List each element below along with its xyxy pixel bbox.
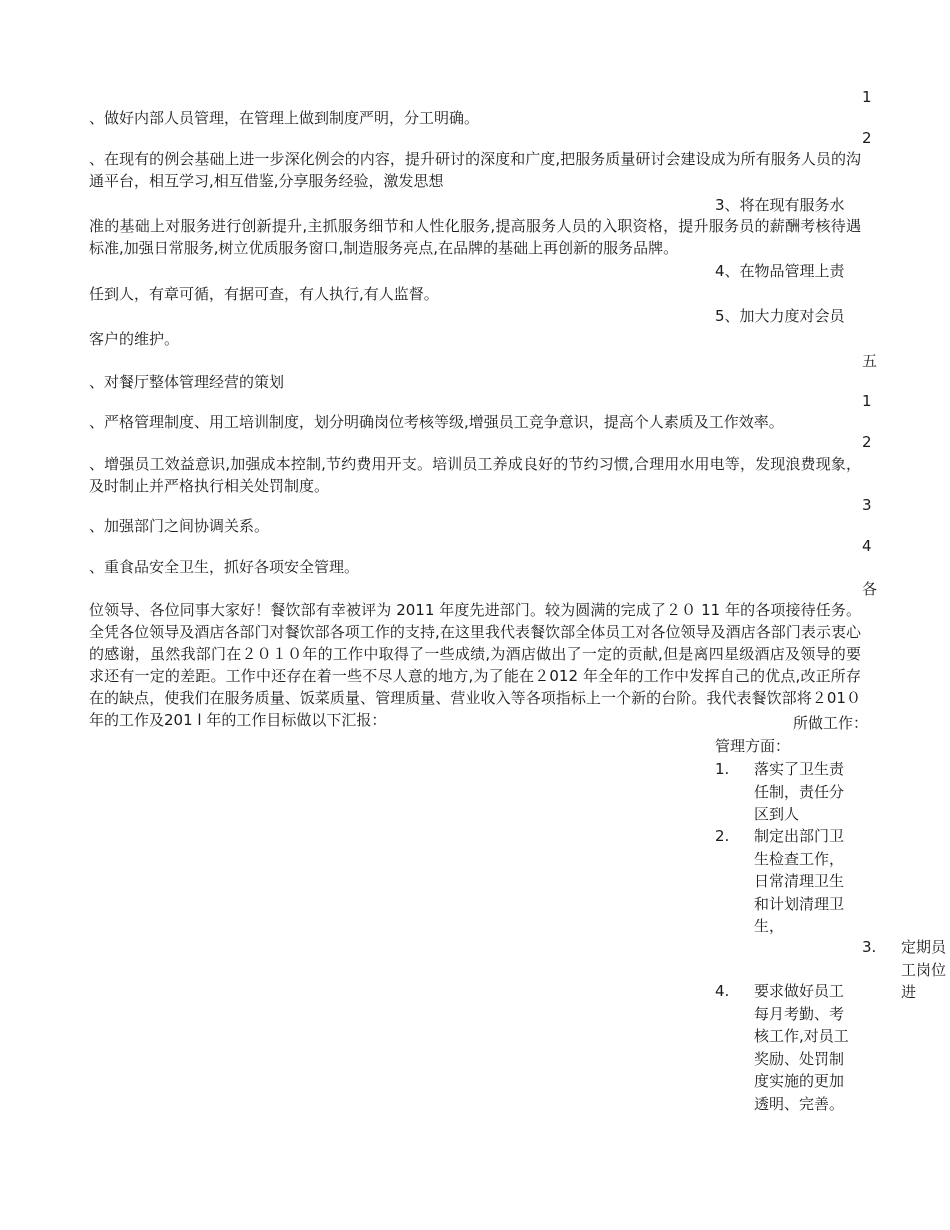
management-heading: 管理方面： xyxy=(715,737,791,755)
section-number: 五 xyxy=(862,352,878,370)
section-title: 、对餐厅整体管理经营的策划 xyxy=(89,373,285,391)
list-item-number: 1. xyxy=(715,760,730,778)
paragraph-lead-char: 各 xyxy=(862,580,878,598)
list-item-text: 定期员工岗位进 xyxy=(901,938,947,1001)
greeting-paragraph: 位领导、各位同事大家好！餐饮部有幸被评为 2011 年度先进部门。较为圆满的完成了２０ 11 年的各项接待任务。全凭各位领导及酒店各部门对餐饮部各项工作的支持,在这里我代表餐饮部全体员工对各位领导及酒店各部门表示衷心的感谢，虽然我部门在２０１０年的工作中取得了一些成绩,为酒店做出了一定的贡献,但是离四星级酒店及领导的要求还有一定的差距。工作中还存在着一些不尽人意的地方,为了能在２012 年全年的工作中发挥自己的优点,改正所存在的缺点，使我们在服务质量、饭菜质量、管理质量、营业收入等各项指标上一个新的台阶。我代表餐饮部将２01０年的工作及201 l 年的工作目标做以下汇报： xyxy=(89,601,861,729)
item-number: 4 xyxy=(862,537,872,555)
list-item-text: 落实了卫生责任制，责任分区到人 xyxy=(754,760,845,823)
list-item-text: 制定出部门卫生检查工作，日常清理卫生和计划清理卫生， xyxy=(754,827,845,935)
item-number: 3 xyxy=(862,496,872,514)
item-text: 、做好内部人员管理，在管理上做到制度严明，分工明确。 xyxy=(89,109,480,127)
item-heading: 3、将在现有服务水 xyxy=(715,196,845,214)
item-text: 准的基础上对服务进行创新提升,主抓服务细节和人性化服务,提高服务人员的入职资格，提升服务员的薪酬考核待遇标准,加强日常服务,树立优质服务窗口,制造服务亮点,在品牌的基础上再创新的服务品牌。 xyxy=(89,217,861,257)
list-item-number: 3. xyxy=(862,938,877,956)
item-number: 1 xyxy=(862,392,872,410)
list-item-number: 4. xyxy=(715,982,730,1000)
list-item-text: 要求做好员工每月考勤、考核工作,对员工奖励、处罚制度实施的更加透明、完善。 xyxy=(754,982,849,1113)
item-text: 、增强员工效益意识,加强成本控制,节约费用开支。培训员工养成良好的节约习惯,合理用水用电等，发现浪费现象，及时制止并严格执行相关处罚制度。 xyxy=(89,455,861,495)
item-heading: 5、加大力度对会员 xyxy=(715,307,845,325)
item-heading: 4、在物品管理上责 xyxy=(715,262,845,280)
item-text: 客户的维护。 xyxy=(89,330,180,348)
list-item-number: 2. xyxy=(715,827,730,845)
item-text: 、加强部门之间协调关系。 xyxy=(89,517,270,535)
item-number: 2 xyxy=(862,433,872,451)
item-text: 、严格管理制度、用工培训制度，划分明确岗位考核等级,增强员工竞争意识，提高个人素质及工作效率。 xyxy=(89,413,784,431)
item-number: 1 xyxy=(862,88,872,106)
item-text: 、在现有的例会基础上进一步深化例会的内容，提升研讨的深度和广度,把服务质量研讨会建设成为所有服务人员的沟通平台，相互学习,相互借鉴,分享服务经验，激发思想 xyxy=(89,150,861,190)
done-work-heading: 所做工作： xyxy=(793,714,869,732)
item-text: 、重食品安全卫生，抓好各项安全管理。 xyxy=(89,558,360,576)
item-number: 2 xyxy=(862,129,872,147)
item-text: 任到人，有章可循，有据可查，有人执行,有人监督。 xyxy=(89,285,439,303)
